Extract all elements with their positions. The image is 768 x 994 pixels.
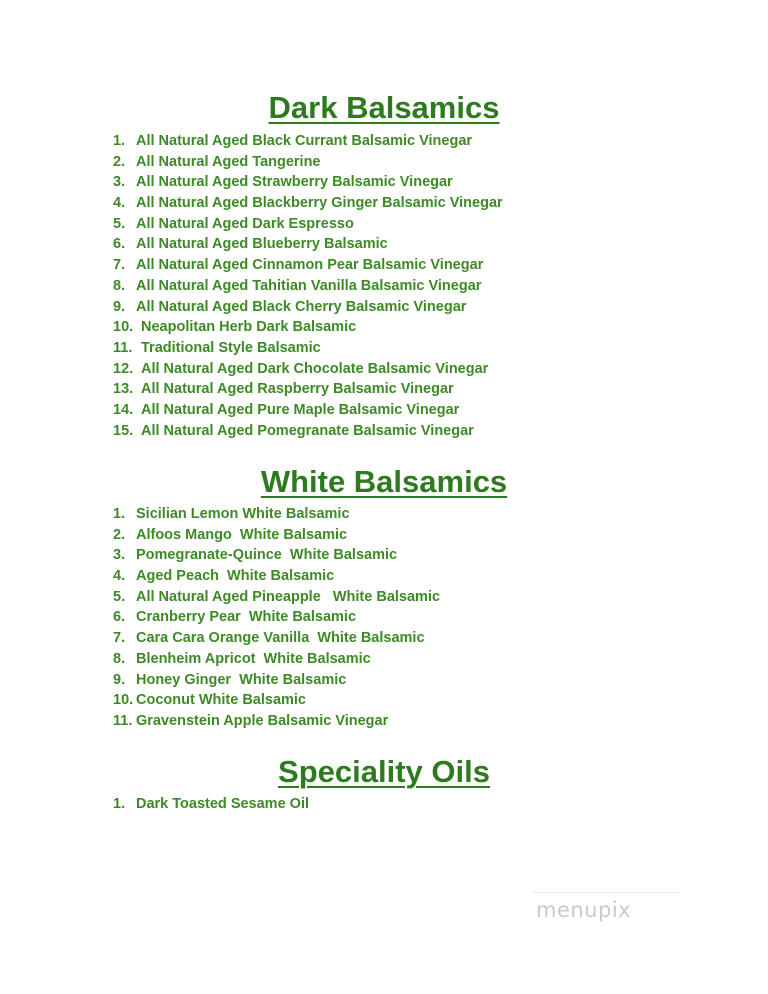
list-item: 10. Neapolitan Herb Dark Balsamic [113, 319, 357, 336]
list-item: 13. All Natural Aged Raspberry Balsamic Vinegar [113, 381, 454, 398]
watermark-text: menupix [536, 898, 632, 922]
list-item: 8. All Natural Aged Tahitian Vanilla Balsamic Vinegar [113, 277, 482, 294]
menupix-watermark [532, 892, 682, 932]
list-item: 1. Dark Toasted Sesame Oil [113, 796, 310, 812]
list-dark-balsamics [113, 131, 503, 441]
list-item: 12. All Natural Aged Dark Chocolate Balsamic Vinegar [113, 360, 489, 377]
list-item: 2. All Natural Aged Tangerine [113, 153, 321, 170]
list-white-balsamics [113, 504, 440, 732]
list-item: 3. All Natural Aged Strawberry Balsamic Vinegar [113, 174, 453, 191]
list-item: 9. Honey Ginger White Balsamic [113, 671, 347, 688]
list-item: 8. Blenheim Apricot White Balsamic [113, 650, 371, 667]
list-item: 3. Pomegranate-Quince White Balsamic [113, 547, 398, 564]
list-item: 9. All Natural Aged Black Cherry Balsamic Vinegar [113, 298, 467, 315]
list-item: 6. Cranberry Pear White Balsamic [113, 609, 357, 626]
list-item: 10. Coconut White Balsamic [113, 692, 306, 709]
list-item: 15. All Natural Aged Pomegranate Balsamic Vinegar [113, 422, 474, 439]
watermark-rule [532, 892, 680, 893]
list-item: 7. Cara Cara Orange Vanilla White Balsamic [113, 630, 425, 647]
section-title-dark-balsamics: Dark Balsamics [268, 90, 500, 125]
list-item: 14. All Natural Aged Pure Maple Balsamic Vinegar [113, 401, 460, 418]
list-item: 6. All Natural Aged Blueberry Balsamic [113, 236, 388, 253]
list-speciality-oils [113, 794, 309, 815]
list-item: 5. All Natural Aged Dark Espresso [113, 215, 354, 232]
section-title-speciality-oils: Speciality Oils [278, 754, 490, 789]
list-item: 11. Gravenstein Apple Balsamic Vinegar [113, 712, 389, 729]
list-item: 1. Sicilian Lemon White Balsamic [113, 506, 350, 522]
list-item: 2. Alfoos Mango White Balsamic [113, 526, 348, 543]
list-item: 5. All Natural Aged Pineapple White Balsamic [113, 588, 441, 605]
list-item: 4. Aged Peach White Balsamic [113, 568, 335, 585]
list-item: 11. Traditional Style Balsamic [113, 339, 321, 356]
section-title-white-balsamics: White Balsamics [260, 464, 508, 499]
list-item: 7. All Natural Aged Cinnamon Pear Balsamic Vinegar [113, 257, 484, 274]
list-item: 1. All Natural Aged Black Currant Balsamic Vinegar [113, 133, 473, 149]
list-item: 4. All Natural Aged Blackberry Ginger Balsamic Vinegar [113, 195, 503, 212]
